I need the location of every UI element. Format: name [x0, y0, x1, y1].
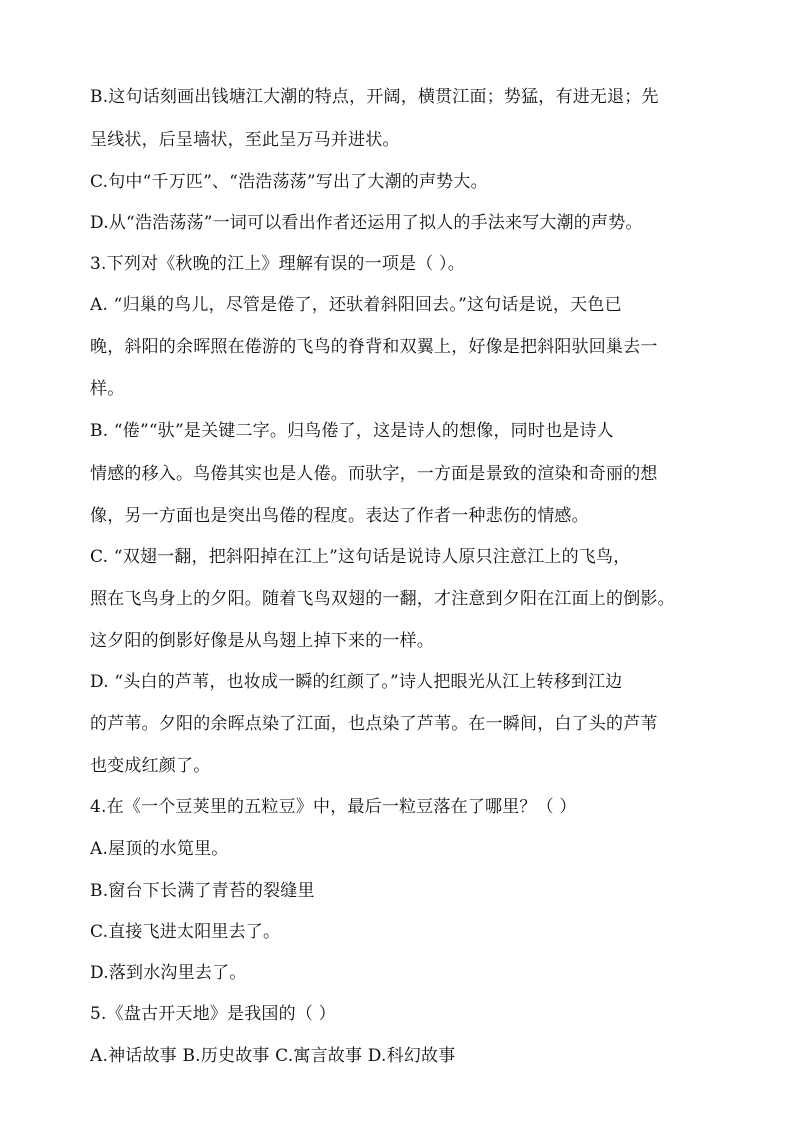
- option-3b-line-1: B. “倦”“驮”是关键二字。归鸟倦了，这是诗人的想像，同时也是诗人: [90, 421, 614, 441]
- option-4c: C.直接飞进太阳里去了。: [90, 922, 281, 942]
- option-3c-line-3: 这夕阳的倒影好像是从鸟翅上掉下来的一样。: [90, 631, 434, 651]
- option-2b-line-2: 呈线状，后呈墙状，至此呈万马并进状。: [90, 130, 400, 150]
- option-3b-line-2: 情感的移入。鸟倦其实也是人倦。而驮字，一方面是景致的渲染和奇丽的想: [90, 464, 658, 484]
- question-5-options: A.神话故事 B.历史故事 C.寓言故事 D.科幻故事: [90, 1046, 456, 1066]
- option-3c-line-2: 照在飞鸟身上的夕阳。随着飞鸟双翅的一翻，才注意到夕阳在江面上的倒影。: [90, 589, 675, 609]
- option-3d-line-3: 也变成红颜了。: [90, 756, 211, 776]
- option-2d: D.从“浩浩荡荡”一词可以看出作者还运用了拟人的手法来写大潮的声势。: [90, 213, 643, 233]
- option-3a-line-3: 样。: [90, 379, 125, 399]
- question-3: 3.下列对《秋晚的江上》理解有误的一项是（ ）。: [90, 254, 465, 274]
- option-4a: A.屋顶的水笕里。: [90, 839, 229, 859]
- option-3b-line-3: 像，另一方面也是突出鸟倦的程度。表达了作者一种悲伤的情感。: [90, 506, 589, 526]
- option-2c: C.句中“千万匹”、“浩浩荡荡”写出了大潮的声势大。: [90, 172, 488, 192]
- option-3d-line-2: 的芦苇。夕阳的余晖点染了江面，也点染了芦苇。在一瞬间，白了头的芦苇: [90, 714, 658, 734]
- option-3a-line-1: A. “归巢的鸟儿，尽管是倦了，还驮着斜阳回去。”这句话是说，天色已: [90, 295, 622, 315]
- option-4b: B.窗台下长满了青苔的裂缝里: [90, 881, 315, 901]
- option-2b-line-1: B.这句话刻画出钱塘江大潮的特点，开阔，横贯江面；势猛，有进无退；先: [90, 87, 659, 107]
- option-3a-line-2: 晚，斜阳的余晖照在倦游的飞鸟的脊背和双翼上，好像是把斜阳驮回巢去一: [90, 337, 658, 357]
- option-3d-line-1: D. “头白的芦苇，也妆成一瞬的红颜了。”诗人把眼光从江上转移到江边: [90, 672, 623, 692]
- option-3c-line-1: C. “双翅一翻，把斜阳掉在江上”这句话是说诗人原只注意江上的飞鸟，: [90, 547, 631, 567]
- question-4: 4.在《一个豆荚里的五粒豆》中，最后一粒豆落在了哪里？（ ）: [90, 797, 577, 817]
- question-5: 5.《盘古开天地》是我国的（ ）: [90, 1004, 336, 1024]
- option-4d: D.落到水沟里去了。: [90, 963, 247, 983]
